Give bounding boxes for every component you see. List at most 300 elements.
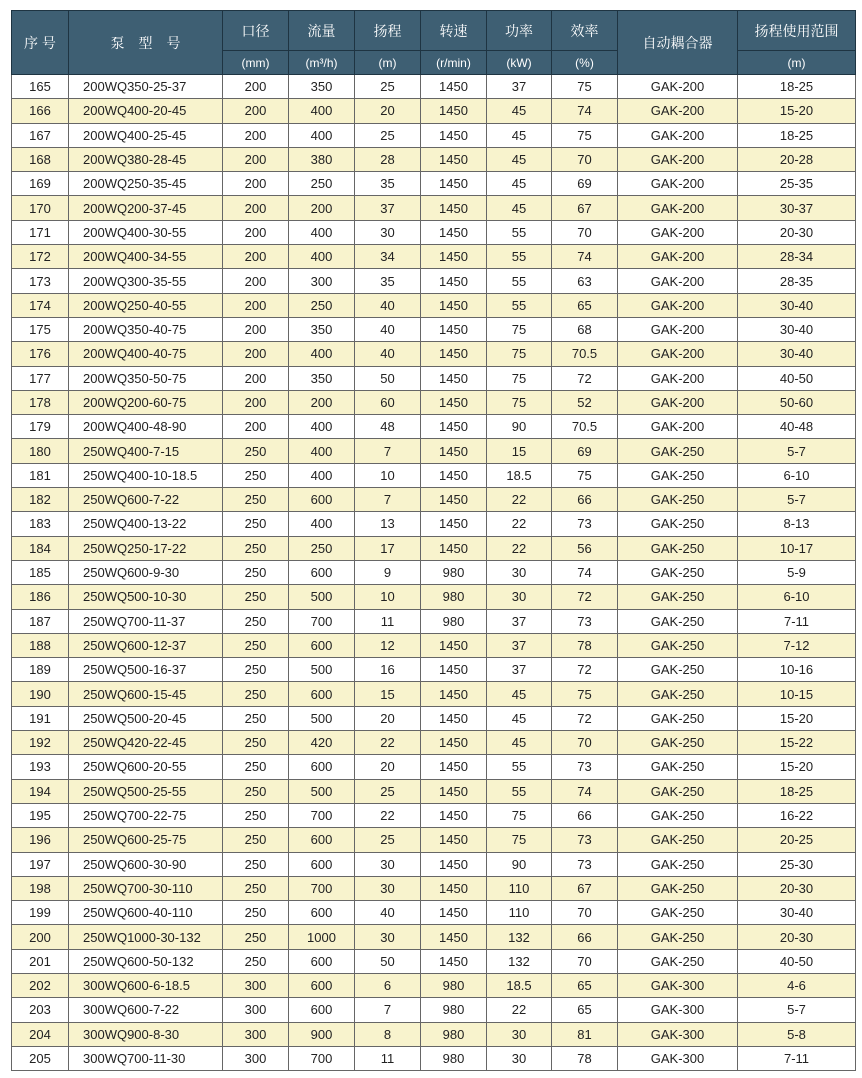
table-cell: 75 [487, 828, 552, 852]
table-cell: 250WQ600-7-22 [69, 488, 223, 512]
table-row [12, 415, 856, 439]
table-cell: 180 [12, 439, 69, 463]
table-cell: 250 [289, 293, 355, 317]
table-cell: 250 [289, 172, 355, 196]
table-cell: 197 [12, 852, 69, 876]
table-cell: 200WQ400-34-55 [69, 245, 223, 269]
table-cell: GAK-300 [618, 1022, 738, 1046]
table-cell: 20 [355, 99, 421, 123]
table-cell: 250WQ600-25-75 [69, 828, 223, 852]
table-cell: 10-17 [738, 536, 856, 560]
table-cell: 4-6 [738, 973, 856, 997]
unit-range: (m) [738, 51, 856, 75]
table-cell: 1450 [421, 706, 487, 730]
table-cell: GAK-300 [618, 973, 738, 997]
table-cell: 420 [289, 731, 355, 755]
table-cell: 350 [289, 317, 355, 341]
table-cell: 30 [487, 585, 552, 609]
table-cell: 1450 [421, 488, 487, 512]
table-cell: 18-25 [738, 123, 856, 147]
table-cell: 700 [289, 1046, 355, 1070]
table-cell: 45 [487, 682, 552, 706]
table-row [12, 852, 856, 876]
table-cell: GAK-250 [618, 706, 738, 730]
table-cell: GAK-200 [618, 172, 738, 196]
unit-head: (m) [355, 51, 421, 75]
table-cell: 15-20 [738, 706, 856, 730]
table-cell: 81 [552, 1022, 618, 1046]
table-cell: 60 [355, 390, 421, 414]
table-row [12, 245, 856, 269]
table-cell: 73 [552, 852, 618, 876]
table-cell: 250 [223, 755, 289, 779]
table-row [12, 1046, 856, 1070]
table-cell: 25 [355, 779, 421, 803]
table-cell: 50-60 [738, 390, 856, 414]
table-cell: 18.5 [487, 463, 552, 487]
table-cell: 69 [552, 172, 618, 196]
table-row [12, 609, 856, 633]
table-cell: 16 [355, 658, 421, 682]
table-cell: 30 [487, 560, 552, 584]
table-row [12, 585, 856, 609]
table-row [12, 925, 856, 949]
table-cell: 250 [223, 463, 289, 487]
table-row [12, 99, 856, 123]
table-cell: GAK-250 [618, 828, 738, 852]
table-cell: 20-30 [738, 925, 856, 949]
table-row [12, 1022, 856, 1046]
table-cell: 70 [552, 147, 618, 171]
table-cell: 200WQ400-48-90 [69, 415, 223, 439]
table-cell: 55 [487, 755, 552, 779]
table-cell: 189 [12, 658, 69, 682]
table-cell: 40 [355, 293, 421, 317]
table-cell: 75 [552, 75, 618, 99]
table-cell: 37 [487, 658, 552, 682]
table-cell: 22 [487, 488, 552, 512]
table-cell: 1450 [421, 731, 487, 755]
table-cell: 18-25 [738, 75, 856, 99]
table-cell: GAK-250 [618, 633, 738, 657]
table-cell: GAK-250 [618, 439, 738, 463]
table-cell: 183 [12, 512, 69, 536]
table-cell: 250 [223, 488, 289, 512]
table-cell: 70 [552, 220, 618, 244]
table-cell: 7 [355, 998, 421, 1022]
table-cell: 250 [223, 925, 289, 949]
table-cell: 5-7 [738, 439, 856, 463]
table-cell: 200 [289, 196, 355, 220]
header-flow: 流量 [289, 11, 355, 51]
table-cell: 380 [289, 147, 355, 171]
table-cell: 1450 [421, 269, 487, 293]
table-cell: 73 [552, 512, 618, 536]
table-cell: 28-35 [738, 269, 856, 293]
table-cell: 350 [289, 75, 355, 99]
table-cell: 70 [552, 731, 618, 755]
table-cell: GAK-250 [618, 803, 738, 827]
table-cell: 200WQ200-37-45 [69, 196, 223, 220]
table-cell: 15-20 [738, 99, 856, 123]
table-cell: 28-34 [738, 245, 856, 269]
table-cell: 40-50 [738, 949, 856, 973]
table-cell: 1450 [421, 245, 487, 269]
table-cell: 66 [552, 803, 618, 827]
table-cell: 1450 [421, 463, 487, 487]
table-cell: 30 [487, 1022, 552, 1046]
table-cell: 65 [552, 973, 618, 997]
table-cell: 75 [552, 463, 618, 487]
table-cell: 176 [12, 342, 69, 366]
table-cell: 250 [223, 828, 289, 852]
table-cell: 25 [355, 828, 421, 852]
table-cell: 188 [12, 633, 69, 657]
table-cell: 177 [12, 366, 69, 390]
table-cell: 600 [289, 682, 355, 706]
table-cell: 35 [355, 269, 421, 293]
table-cell: GAK-200 [618, 342, 738, 366]
table-cell: 200WQ400-30-55 [69, 220, 223, 244]
table-cell: 45 [487, 731, 552, 755]
table-cell: 250 [223, 779, 289, 803]
table-cell: 178 [12, 390, 69, 414]
table-row [12, 828, 856, 852]
table-cell: 70.5 [552, 342, 618, 366]
table-cell: 600 [289, 488, 355, 512]
table-cell: 20-30 [738, 876, 856, 900]
table-cell: 200 [223, 342, 289, 366]
table-cell: 400 [289, 512, 355, 536]
table-cell: 22 [355, 731, 421, 755]
table-cell: 90 [487, 415, 552, 439]
table-cell: 400 [289, 99, 355, 123]
table-cell: 600 [289, 755, 355, 779]
table-cell: 30 [355, 852, 421, 876]
table-cell: 900 [289, 1022, 355, 1046]
table-cell: 55 [487, 269, 552, 293]
table-cell: 1450 [421, 779, 487, 803]
table-row [12, 803, 856, 827]
table-cell: 250WQ700-11-37 [69, 609, 223, 633]
table-cell: 50 [355, 366, 421, 390]
table-cell: 18-25 [738, 779, 856, 803]
table-cell: 200 [223, 147, 289, 171]
table-cell: 7 [355, 488, 421, 512]
table-cell: GAK-250 [618, 488, 738, 512]
table-row [12, 731, 856, 755]
table-cell: 250 [223, 536, 289, 560]
table-cell: 12 [355, 633, 421, 657]
table-cell: 6-10 [738, 585, 856, 609]
table-cell: 5-9 [738, 560, 856, 584]
table-cell: 600 [289, 852, 355, 876]
table-cell: 40-48 [738, 415, 856, 439]
table-cell: 173 [12, 269, 69, 293]
table-cell: GAK-200 [618, 75, 738, 99]
table-cell: 37 [487, 633, 552, 657]
table-cell: 250WQ600-20-55 [69, 755, 223, 779]
table-cell: 200WQ400-20-45 [69, 99, 223, 123]
table-cell: 1450 [421, 439, 487, 463]
table-cell: 250WQ400-10-18.5 [69, 463, 223, 487]
table-cell: 1450 [421, 196, 487, 220]
table-cell: 74 [552, 245, 618, 269]
table-cell: 400 [289, 245, 355, 269]
table-cell: 600 [289, 633, 355, 657]
table-cell: 74 [552, 779, 618, 803]
table-row [12, 463, 856, 487]
table-cell: 980 [421, 560, 487, 584]
table-cell: 500 [289, 658, 355, 682]
table-cell: GAK-200 [618, 220, 738, 244]
table-cell: GAK-250 [618, 463, 738, 487]
table-cell: 250WQ600-40-110 [69, 901, 223, 925]
table-cell: 200 [223, 220, 289, 244]
unit-speed: (r/min) [421, 51, 487, 75]
table-cell: 200 [223, 390, 289, 414]
table-cell: 28 [355, 147, 421, 171]
table-cell: GAK-250 [618, 925, 738, 949]
table-cell: 5-7 [738, 488, 856, 512]
table-cell: GAK-300 [618, 1046, 738, 1070]
table-cell: 250 [223, 731, 289, 755]
table-cell: 10-15 [738, 682, 856, 706]
table-cell: 300 [289, 269, 355, 293]
table-cell: 171 [12, 220, 69, 244]
table-cell: 600 [289, 998, 355, 1022]
table-cell: 25-30 [738, 852, 856, 876]
table-cell: 7-12 [738, 633, 856, 657]
table-cell: 250WQ700-22-75 [69, 803, 223, 827]
table-cell: 65 [552, 293, 618, 317]
table-cell: 55 [487, 220, 552, 244]
table-cell: 201 [12, 949, 69, 973]
table-cell: 56 [552, 536, 618, 560]
table-cell: 110 [487, 901, 552, 925]
table-cell: 22 [487, 536, 552, 560]
table-cell: 300WQ600-7-22 [69, 998, 223, 1022]
table-cell: 1000 [289, 925, 355, 949]
table-cell: GAK-200 [618, 415, 738, 439]
table-cell: 166 [12, 99, 69, 123]
table-cell: 15-22 [738, 731, 856, 755]
table-cell: 250WQ600-50-132 [69, 949, 223, 973]
table-cell: 184 [12, 536, 69, 560]
table-row [12, 949, 856, 973]
unit-flow: (m³/h) [289, 51, 355, 75]
table-cell: 500 [289, 779, 355, 803]
unit-power: (kW) [487, 51, 552, 75]
table-cell: 67 [552, 196, 618, 220]
table-cell: 75 [552, 682, 618, 706]
table-cell: 200WQ400-25-45 [69, 123, 223, 147]
table-cell: 250 [223, 901, 289, 925]
table-row [12, 269, 856, 293]
table-row [12, 876, 856, 900]
table-row [12, 560, 856, 584]
table-cell: GAK-250 [618, 560, 738, 584]
table-cell: 250 [223, 682, 289, 706]
table-cell: 250WQ600-15-45 [69, 682, 223, 706]
table-cell: 194 [12, 779, 69, 803]
table-row [12, 220, 856, 244]
table-row [12, 342, 856, 366]
table-cell: 170 [12, 196, 69, 220]
table-cell: 30-37 [738, 196, 856, 220]
table-cell: 45 [487, 706, 552, 730]
table-cell: 45 [487, 123, 552, 147]
table-cell: 200WQ350-50-75 [69, 366, 223, 390]
table-cell: 73 [552, 609, 618, 633]
table-cell: 45 [487, 99, 552, 123]
table-cell: 300 [223, 1046, 289, 1070]
table-cell: 198 [12, 876, 69, 900]
table-cell: 6 [355, 973, 421, 997]
table-cell: 18.5 [487, 973, 552, 997]
table-cell: 1450 [421, 366, 487, 390]
table-row [12, 317, 856, 341]
table-cell: 30 [355, 876, 421, 900]
table-cell: 980 [421, 973, 487, 997]
table-cell: 200WQ380-28-45 [69, 147, 223, 171]
table-cell: 7-11 [738, 609, 856, 633]
table-cell: 1450 [421, 633, 487, 657]
header-dia: 口径 [223, 11, 289, 51]
table-cell: 980 [421, 1022, 487, 1046]
table-cell: 168 [12, 147, 69, 171]
table-cell: 90 [487, 852, 552, 876]
table-cell: 200WQ200-60-75 [69, 390, 223, 414]
table-cell: GAK-200 [618, 147, 738, 171]
table-cell: 66 [552, 925, 618, 949]
table-cell: 1450 [421, 293, 487, 317]
table-cell: 250WQ400-7-15 [69, 439, 223, 463]
table-cell: 200 [223, 99, 289, 123]
table-cell: 11 [355, 1046, 421, 1070]
table-cell: 1450 [421, 949, 487, 973]
table-cell: 5-7 [738, 998, 856, 1022]
table-cell: 1450 [421, 658, 487, 682]
table-cell: 20-28 [738, 147, 856, 171]
table-cell: 200 [223, 317, 289, 341]
table-cell: 600 [289, 901, 355, 925]
table-row [12, 779, 856, 803]
table-cell: 200 [289, 390, 355, 414]
table-cell: GAK-200 [618, 196, 738, 220]
table-cell: GAK-200 [618, 123, 738, 147]
table-cell: 400 [289, 439, 355, 463]
table-cell: 55 [487, 293, 552, 317]
table-cell: 300 [223, 998, 289, 1022]
header-power: 功率 [487, 11, 552, 51]
table-cell: 250 [223, 633, 289, 657]
table-row [12, 123, 856, 147]
table-cell: 250WQ500-16-37 [69, 658, 223, 682]
table-cell: 250WQ500-25-55 [69, 779, 223, 803]
table-cell: GAK-250 [618, 852, 738, 876]
table-cell: 16-22 [738, 803, 856, 827]
table-cell: 22 [355, 803, 421, 827]
table-cell: 175 [12, 317, 69, 341]
table-cell: GAK-250 [618, 876, 738, 900]
table-cell: 13 [355, 512, 421, 536]
table-cell: 700 [289, 609, 355, 633]
table-cell: 200WQ400-40-75 [69, 342, 223, 366]
table-cell: GAK-250 [618, 512, 738, 536]
table-cell: 40 [355, 901, 421, 925]
table-cell: 78 [552, 1046, 618, 1070]
table-cell: 10 [355, 585, 421, 609]
table-row [12, 633, 856, 657]
table-cell: 700 [289, 876, 355, 900]
table-cell: 200 [223, 293, 289, 317]
table-cell: 1450 [421, 828, 487, 852]
table-cell: 1450 [421, 172, 487, 196]
table-cell: 980 [421, 1046, 487, 1070]
table-cell: 1450 [421, 123, 487, 147]
table-cell: 25 [355, 123, 421, 147]
table-cell: 196 [12, 828, 69, 852]
table-cell: 165 [12, 75, 69, 99]
table-cell: 167 [12, 123, 69, 147]
table-cell: 15 [355, 682, 421, 706]
table-cell: 200WQ250-35-45 [69, 172, 223, 196]
table-cell: 45 [487, 196, 552, 220]
table-cell: GAK-250 [618, 585, 738, 609]
table-cell: GAK-200 [618, 99, 738, 123]
table-cell: 37 [487, 75, 552, 99]
table-cell: 30 [487, 1046, 552, 1070]
table-cell: 70 [552, 949, 618, 973]
table-cell: 250 [223, 706, 289, 730]
table-cell: 11 [355, 609, 421, 633]
table-cell: 1450 [421, 876, 487, 900]
table-cell: 75 [487, 390, 552, 414]
table-cell: 182 [12, 488, 69, 512]
table-cell: 200 [223, 415, 289, 439]
table-cell: 190 [12, 682, 69, 706]
table-cell: 250 [223, 439, 289, 463]
table-cell: 1450 [421, 390, 487, 414]
table-row [12, 75, 856, 99]
table-row [12, 366, 856, 390]
table-cell: GAK-250 [618, 949, 738, 973]
table-cell: GAK-200 [618, 317, 738, 341]
table-cell: 70.5 [552, 415, 618, 439]
table-row [12, 536, 856, 560]
table-cell: 5-8 [738, 1022, 856, 1046]
table-cell: 67 [552, 876, 618, 900]
table-cell: 1450 [421, 415, 487, 439]
table-cell: 25-35 [738, 172, 856, 196]
table-cell: 65 [552, 998, 618, 1022]
table-cell: 73 [552, 828, 618, 852]
table-cell: 7-11 [738, 1046, 856, 1070]
table-cell: 250 [223, 803, 289, 827]
table-cell: 1450 [421, 512, 487, 536]
table-cell: 1450 [421, 342, 487, 366]
table-cell: 40 [355, 317, 421, 341]
table-cell: 500 [289, 585, 355, 609]
table-cell: 30-40 [738, 342, 856, 366]
table-cell: 600 [289, 560, 355, 584]
table-cell: 10-16 [738, 658, 856, 682]
table-cell: GAK-250 [618, 779, 738, 803]
table-cell: 192 [12, 731, 69, 755]
table-cell: 200 [223, 75, 289, 99]
table-cell: 172 [12, 245, 69, 269]
